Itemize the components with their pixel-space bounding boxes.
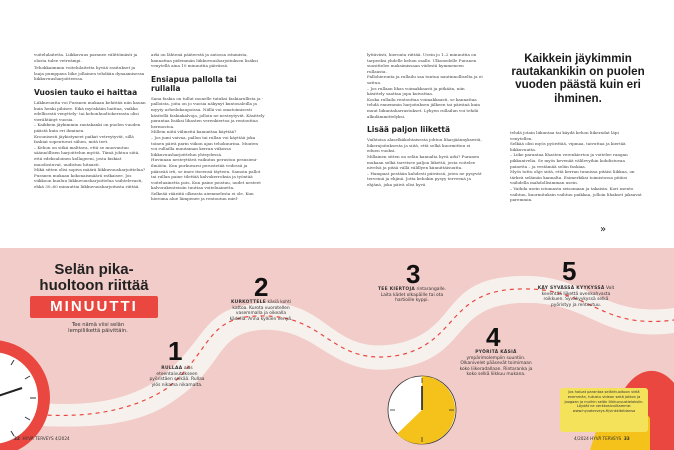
step-number-3: 3 bbox=[406, 259, 421, 289]
paragraph: Mikä sitten olisi sopiva määrä liikkuvuusharjoittelua? Puranen mukaan kokonaismäärä ratkaisee. Jos viikkoon kuuluu liikkuvuusharjoittelua vaihtelevasti, ehkä 30–60 minuuttia liikkuvuusharjoitusta riittää. bbox=[34, 167, 146, 189]
paragraph: arki on lähtenä pääteestä ja autossa istumista, kannattaa pidemmän liikkuvuusharjoituksen lisäksi venytellä aina 10 minuuttia päivässä. bbox=[151, 52, 258, 69]
paragraph: Millein niitä välineitä kannattaa käyttää? bbox=[151, 129, 237, 135]
step-keyword: PYÖRITÄ KÄSIÄ bbox=[475, 350, 517, 355]
paragraph: Myös tuttu ohje siitä, että kerran tunnissa pitäisi liikkua, on tärkeä selämän kannalta. Esimerkiksi toimistossa pitäisi vaihdella mahdollisimman usein. bbox=[510, 169, 635, 186]
section-heading: Vuosien tauko ei haittaa bbox=[34, 87, 138, 97]
step-text-3 bbox=[374, 287, 450, 304]
step-text-5 bbox=[536, 286, 616, 308]
arrow-right-icon: » bbox=[600, 224, 607, 235]
infographic-title: Selän pikahuoltoon riittää bbox=[39, 261, 149, 294]
paragraph: Vaihtoisa alaselkäkohtaisesta johtuu lihasjäännyksestä, liikerajoituksesta ja siitä, että selkä kuormittuu ei eduen vuoksi. bbox=[367, 137, 482, 154]
step-text-4 bbox=[458, 350, 534, 378]
magazine-name-left: HYVÄ TERVEYS 4/2024 bbox=[22, 436, 70, 441]
paragraph: Sana faskia on tullut monelle tutuksi faskiarullista ja -palloista, joita on jo vuosia näkynyt kuntosaleilla ja myyty urheilukaupoissa. Niillä voi omatoimisesti käsitellä faskiakalvoja, jolloin ne nesteytyvät. Käsittely parantaa lisäksi lihasten verenkiertoa ja rentouttaa hermostoa. bbox=[151, 95, 265, 129]
step-description: Voit keventää liikettä ovenkahvasta roikkuen. Syväkyykyssä selkä pyöristyy ja rentoutuu. bbox=[541, 286, 615, 308]
paragraph: – Liike parantaa lihasten verenkiertoa ja voitelee rangan pikkunivelia. Se myös kevenää välilevyihin kohdistuvaa painetta – ja vestämää selän faskiaa. bbox=[510, 152, 628, 169]
step-text-2 bbox=[228, 300, 294, 322]
text-column-3 bbox=[367, 52, 483, 187]
paragraph: – Jos jumi vaivaa, pallon tai rullan voi käyttää joka toinen päivä parin viikon ajan tehokuurina. Muuten voi rullailla muutaman kerran viikossa liikkuvuusharjoittelun yhteydessä. bbox=[151, 134, 259, 157]
paragraph: Koska rullailu rentouttaa voimakkaasti, se kannattaa tehdä ennemmin harjoituksen jälkeen tai päivänä kuin muut liikuntaharrastukset. Lyhyen rullailun voi tehdä alkulämmittelyksi. bbox=[367, 96, 481, 119]
step-description: rintarangalle. Laita kädet olkapäille tai ota hartioille kyppi. bbox=[380, 287, 447, 304]
paragraph: Selkeää rääriitä olkeasta aiemmelesta ei ole. Kun hieroma alue lämpenee ja rentoutuu miel- bbox=[151, 190, 254, 202]
step-keyword: KURKOTTELE bbox=[230, 300, 267, 305]
paragraph: – Kaikkein jäykimmin rautakanki on puolen vuoden päästä kuin eri ihminen. bbox=[34, 122, 141, 133]
paragraph: Liikkuvuutta voi Puranen mukaan kehittää niin kauan kuin henki pihisee. Eikä myöskään haittaa, vaikka edellisestä venyttely- tai kehonhuoltokerrasta olisi vierähtänyt vuosia. bbox=[34, 99, 146, 122]
paragraph: Kroonisesti jäykistyneet paikat vetreytyvät, sillä faskiat sopeutuvat siihen, mitä teet. bbox=[34, 133, 134, 145]
page-number-left: 32 bbox=[14, 436, 20, 441]
highlight-word: MINUUTTI bbox=[30, 296, 158, 318]
paragraph: Millainen sitten on selän kannalta hyvä arki? Puranen mukaan selkä tarvitsee paljon liikettä, josta voitelee nivelsä ja pitää vällä välillyen kiinnittäisuutta. bbox=[367, 153, 480, 171]
infographic-subtitle: Tee nämä viisi selän lempiliikettä päivittäin. bbox=[68, 322, 128, 335]
text-column-2 bbox=[151, 52, 265, 202]
magazine-name-right: 4/2024 HYVÄ TERVEYS bbox=[574, 436, 622, 441]
paragraph: – Kehon on sitkä malttava, että se muovautuu säännöllisen harjoittelun myötä. Tämä johtuu siitä, että edeksuloinen kollageeni, josta faskiat muodostuvat, uudistuu hitaasti. bbox=[34, 144, 140, 167]
paragraph: Pallohieronta ja rullailu saa tuntua nautinnolliselta ja ei sattua. bbox=[367, 74, 483, 85]
step-number-1: 1 bbox=[168, 336, 183, 366]
paragraph: lyttävästi, hieronta riittää. Usein jo 1–2 minuuttia on tarpeeksi yhdelle kehon osalle. Ulkonedelle Puranen suosittelee maksimissaan viidestä kymmeneen rullausta. bbox=[367, 52, 477, 74]
step-number-2: 2 bbox=[254, 272, 269, 302]
paragraph: Huvinnan nesteyttävä vaikutus perustuu pesusieni-ilmiöön. Kun purkuvarsi perustetää vedessä ja pääseää irti, se imee itseensä täyteen. Samoin pallot tai rullan paine tilettää kalvokerroksia ja työntää voiteluainetta pois. Kun paine poistuu, uudet nesteet kalvorakenteisiin tuuttaa voiteluainetta. bbox=[151, 157, 261, 191]
step-number-5: 5 bbox=[562, 256, 577, 286]
section-heading: Lisää paljon liikettä bbox=[367, 125, 451, 135]
paragraph: voitelulaitetta. Liikkuvuus paranee välittömästi ja olosta tulee vetreämpi. bbox=[34, 52, 138, 63]
step-keyword: KÄY SYVÄSSÄ KYYKYSSÄ bbox=[537, 286, 605, 291]
footer-right bbox=[574, 436, 630, 441]
text-column-4 bbox=[510, 130, 642, 203]
section-heading: Ensiapua pallolla tai rullalla bbox=[151, 74, 237, 93]
paragraph: Tehokkaimmin voitelulaitetta hyvää rasitukset ja laaja pumppaus liike jollainen tehdään dynaamisessa liikkuvuusharjoitteessa. bbox=[34, 65, 145, 82]
paragraph: Selkää olisi myös pyörittää, vipmaa, taivuttaa ja kiertää liikkuvuutta. bbox=[510, 141, 626, 152]
step-text-1 bbox=[146, 366, 208, 388]
step-description: käsiä kohti kattoa. Kurota vuorotellen vasemmalla ja oikealla kädellä. Anna kylkien venyä. bbox=[229, 300, 293, 322]
paragraph: – Jos rullaan lihas voimakkaasti ja pitkään, niin käsittely saattaa jopa kuivattaa. bbox=[367, 85, 465, 97]
step-description: alas eteentaivutukseen pyöristäen selkää. Rullaa ylös nikama nikamalta. bbox=[149, 366, 205, 388]
text-column-1 bbox=[34, 52, 146, 189]
tip-note: Jos haluat parantaa selänhuoltoon vielä enemmän, tutustu videon sekä jatkon ja joogaan ja muihin selän liikkuvuustieloksiin. Löydät ne verkkosivuiltamme: www.hyvaterveys.fi/vinkkiteldansa bbox=[560, 388, 648, 432]
step-keyword: RULLAA bbox=[161, 366, 183, 371]
footer-left bbox=[14, 436, 70, 441]
step-description: ympärimolempiin suuntiin. Olkanivelet pääsevät toimimaan koko liikeradallaan. Rintaranka ja koko selkä liikkuu mukana. bbox=[459, 355, 533, 378]
page-number-right: 33 bbox=[623, 436, 630, 441]
paragraph: – Hampaat pestään kahdesti päivässä, joten ne pysyvät terveinä ja ehjinä. Jotta kehokin pysyy terveenä ja ehjänä, joka päivä olisi hyvä bbox=[367, 170, 482, 187]
pull-quote: Kaikkein jäykimmin rautakankikin on puolen vuoden päästä kuin eri ihminen. bbox=[511, 52, 645, 105]
step-number-4: 4 bbox=[486, 322, 501, 352]
paragraph: – Vaihda usein istumasta seisomaan ja takaisin. Kori asento vaihtuu, kuormituksin vaihtuu paikkaa, jolloin lihakset jaksavat paremmin. bbox=[510, 185, 642, 203]
step-keyword: TEE KIERTOJA bbox=[377, 287, 416, 292]
paragraph: tehdä jotain liikuntaa tai käydä kehon liikeradat läpi venytellen. bbox=[510, 130, 619, 141]
